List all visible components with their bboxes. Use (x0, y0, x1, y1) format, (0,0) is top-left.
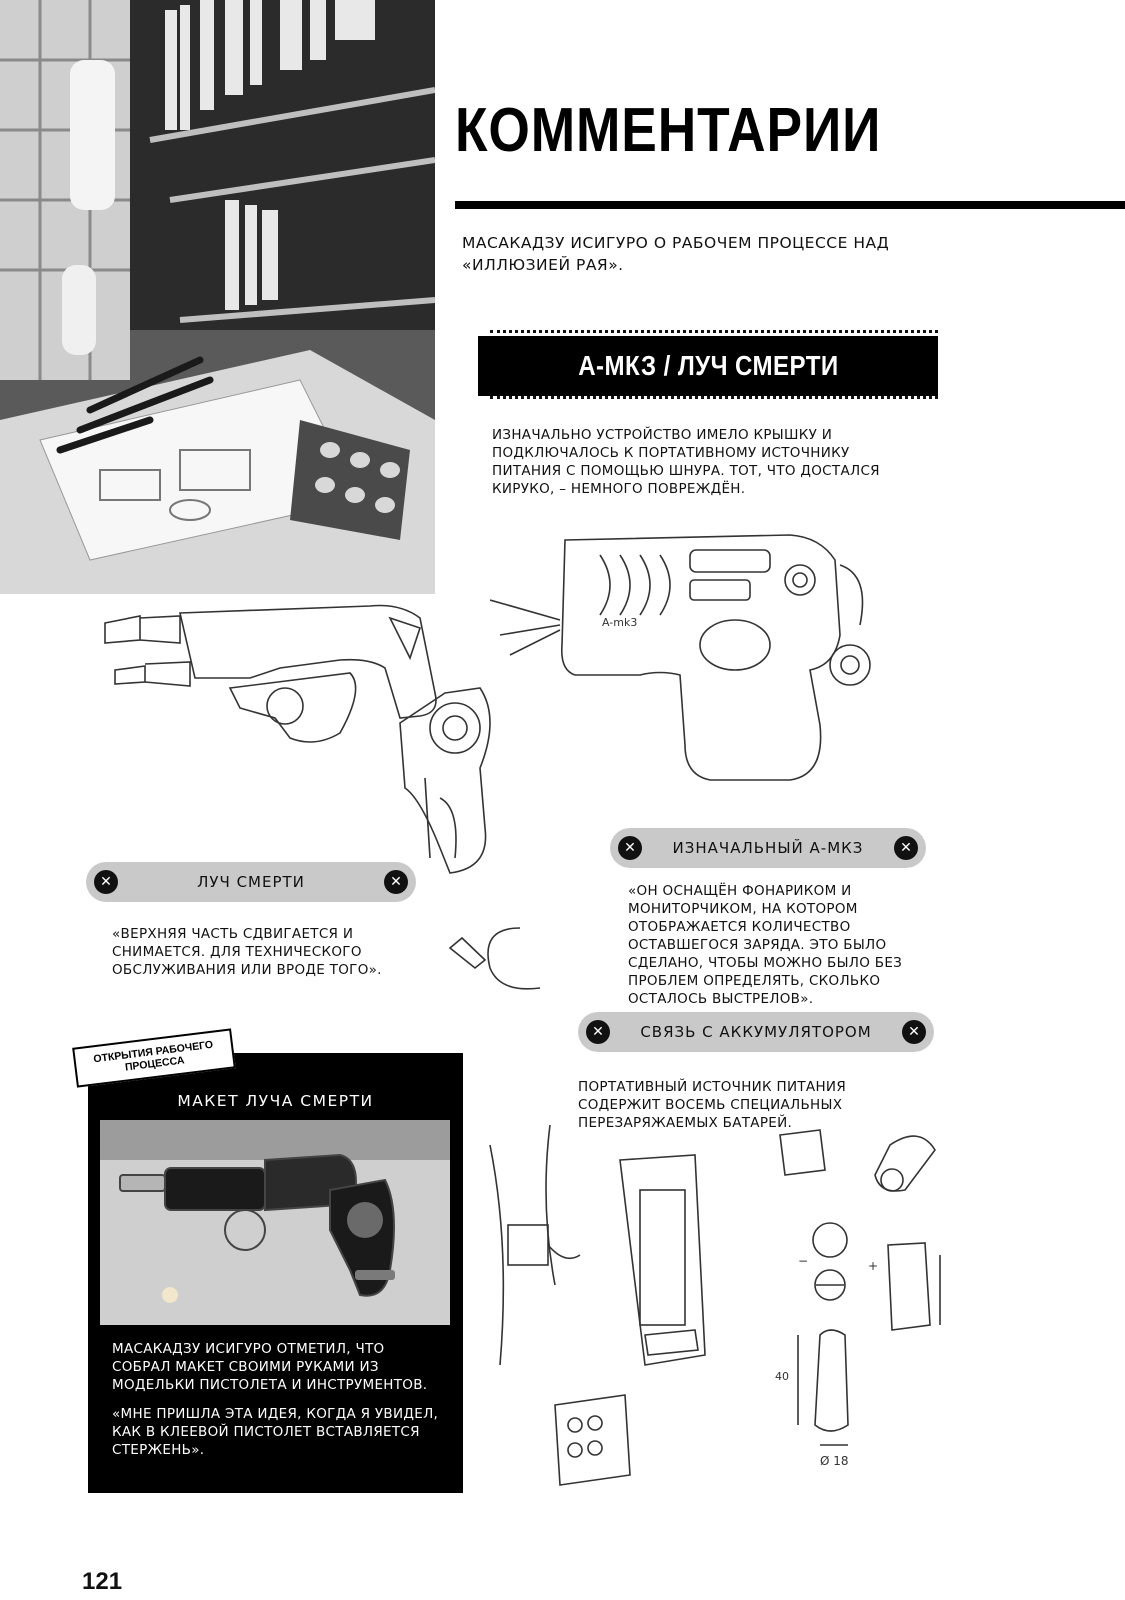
dimension-diameter-label: Ø 18 (820, 1454, 849, 1468)
prototype-photo (100, 1120, 450, 1325)
close-icon: ✕ (894, 836, 918, 860)
callout-deathray-text: «ВЕРХНЯЯ ЧАСТЬ СДВИГАЕТСЯ И СНИМАЕТСЯ. ДЛЯ ТЕХНИЧЕСКОГО ОБСЛУЖИВАНИЯ ИЛИ ВРОДЕ ТОГО». (112, 926, 382, 978)
process-text-1: МАСАКАДЗУ ИСИГУРО ОТМЕТИЛ, ЧТО СОБРАЛ МАКЕТ СВОИМИ РУКАМИ ИЗ МОДЕЛЬКИ ПИСТОЛЕТА И ИНСТРУМЕНТОВ. (112, 1341, 428, 1393)
callout-battery-text: ПОРТАТИВНЫЙ ИСТОЧНИК ПИТАНИЯ СОДЕРЖИТ ВОСЕМЬ СПЕЦИАЛЬНЫХ ПЕРЕЗАРЯЖАЕМЫХ БАТАРЕЙ. (578, 1079, 846, 1131)
callout-original-text: «ОН ОСНАЩЁН ФОНАРИКОМ И МОНИТОРЧИКОМ, НА КОТОРОМ ОТОБРАЖАЕТСЯ КОЛИЧЕСТВО ОСТАВШЕГОСЯ ЗАРЯДА. ЭТО БЫЛО СДЕЛАНО, ЧТОБЫ МОЖНО БЫЛО БЕЗ ПРОБЛЕМ ОПРЕДЕЛЯТЬ, СКОЛЬКО ОСТАЛОСЬ ВЫСТРЕЛОВ». (628, 883, 903, 1007)
title-rule (455, 201, 1125, 209)
close-icon: ✕ (902, 1020, 926, 1044)
close-icon: ✕ (618, 836, 642, 860)
plus-sign-label: + (868, 1259, 879, 1273)
dotted-divider-bottom (490, 396, 938, 399)
dotted-divider-top (490, 330, 938, 333)
mk3-marking: A-mk3 (602, 616, 638, 629)
callout-deathray-title: ЛУЧ СМЕРТИ (197, 873, 305, 891)
close-icon: ✕ (94, 870, 118, 894)
callout-battery-label (578, 1012, 934, 1052)
page-subtitle: МАСАКАДЗУ ИСИГУРО О РАБОЧЕМ ПРОЦЕССЕ НАД «ИЛЛЮЗИЕЙ РАЯ». (462, 234, 890, 274)
page-number: 121 (82, 1568, 123, 1595)
close-icon: ✕ (384, 870, 408, 894)
process-tag: ОТКРЫТИЯ РАБОЧЕГО ПРОЦЕССА (72, 1028, 236, 1087)
page-title: КОММЕНТАРИИ (455, 96, 882, 165)
callout-original-title: ИЗНАЧАЛЬНЫЙ А-МКЗ (672, 839, 864, 857)
workspace-photo (0, 0, 435, 594)
process-title: МАКЕТ ЛУЧА СМЕРТИ (177, 1092, 374, 1110)
section-banner (478, 336, 938, 396)
sketch-battery-pack (480, 1125, 970, 1495)
callout-original-label (610, 828, 926, 868)
callout-deathray-label (86, 862, 416, 902)
callout-battery-title: СВЯЗЬ С АККУМУЛЯТОРОМ (640, 1023, 872, 1041)
dimension-height-label: 40 (775, 1370, 789, 1383)
minus-sign-label: − (798, 1254, 809, 1268)
section-intro: ИЗНАЧАЛЬНО УСТРОЙСТВО ИМЕЛО КРЫШКУ И ПОДКЛЮЧАЛОСЬ К ПОРТАТИВНОМУ ИСТОЧНИКУ ПИТАНИЯ С ПОМОЩЬЮ ШНУРА. ТОТ, ЧТО ДОСТАЛСЯ КИРУКО, – НЕМНОГО ПОВРЕЖДЁН. (492, 427, 880, 497)
section-title: А-МКЗ / ЛУЧ СМЕРТИ (577, 350, 839, 381)
close-icon: ✕ (586, 1020, 610, 1044)
process-text-2: «МНЕ ПРИШЛА ЭТА ИДЕЯ, КОГДА Я УВИДЕЛ, КАК В КЛЕЕВОЙ ПИСТОЛЕТ ВСТАВЛЯЕТСЯ СТЕРЖЕНЬ». (112, 1406, 439, 1458)
